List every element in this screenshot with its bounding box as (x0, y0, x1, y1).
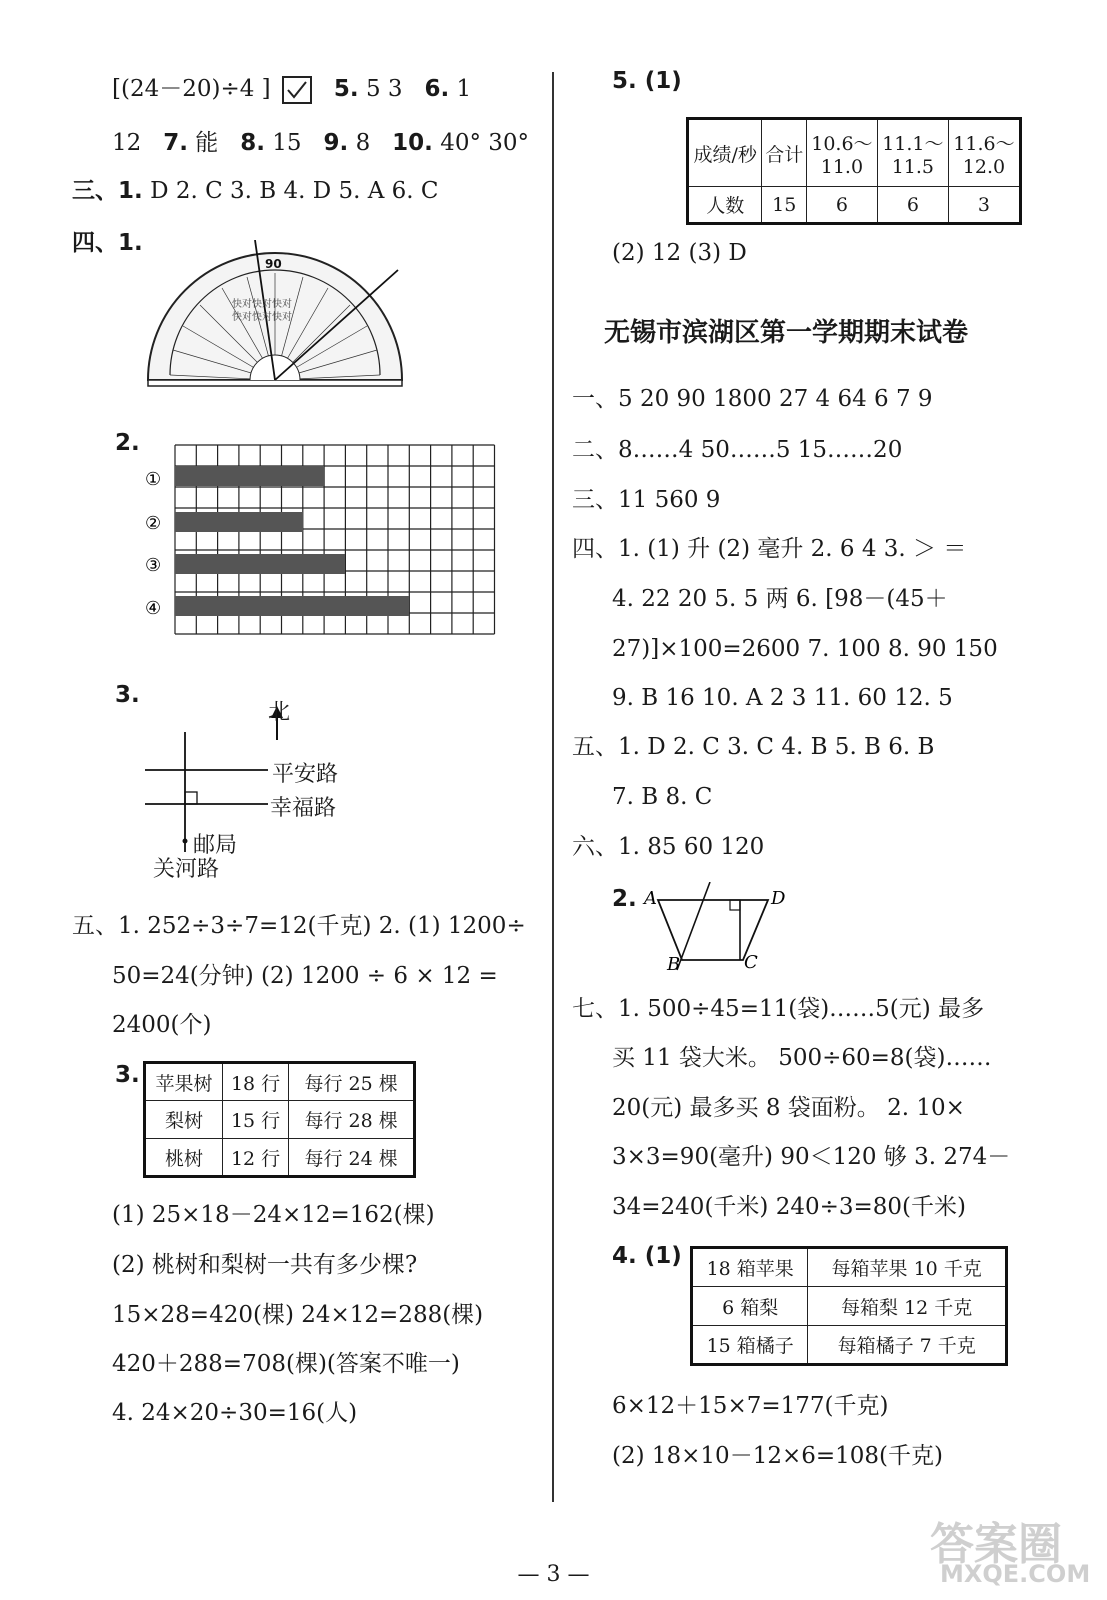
r17-label: 4. (1) (612, 1243, 682, 1269)
t3-label: 3. (115, 1062, 140, 1088)
column-divider (552, 72, 554, 1502)
table-cell: 苹果树 (145, 1063, 223, 1101)
r-line-12: 七、1. 500÷45=11(袋)……5(元) 最多 (572, 996, 985, 1022)
table-cell: 11.6～ 12.0 (948, 119, 1020, 187)
q8-ans: 15 (272, 130, 302, 156)
bar-2 (175, 512, 303, 532)
table-cell: 每箱梨 12 千克 (808, 1287, 1007, 1326)
q6-ans: 1 (456, 76, 472, 102)
q3-label: 3. (115, 682, 140, 708)
table-cell: 11.1～ 11.5 (877, 119, 948, 187)
r-line-19: (2) 18×10－12×6=108(千克) (612, 1443, 943, 1469)
table-cell: 3 (948, 187, 1020, 224)
r-line-1: 一、5 20 90 1800 27 4 64 6 7 9 (572, 386, 933, 412)
bar-label-1: ① (145, 469, 162, 490)
left-line-2 (112, 128, 529, 158)
table-cell: 18 箱苹果 (692, 1248, 808, 1287)
r-line-16: 34=240(千米) 240÷3=80(千米) (612, 1194, 966, 1220)
section-3-answers: D 2. C 3. B 4. D 5. A 6. C (150, 178, 439, 204)
orchard-table (143, 1061, 416, 1178)
section-5-line-2: 50=24(分钟) (2) 1200 ÷ 6 × 12 = (112, 963, 498, 989)
bar-label-3: ③ (145, 555, 162, 576)
r-line-18: 6×12＋15×7=177(千克) (612, 1393, 889, 1419)
r-line-6: 27)]×100=2600 7. 100 8. 90 150 (612, 636, 998, 662)
answer-4: 420＋288=708(棵)(答案不唯一) (112, 1351, 460, 1377)
table-cell: 15 行 (222, 1101, 288, 1139)
q5-ans: 5 3 (365, 76, 403, 102)
table-cell: 6 (806, 187, 877, 224)
r-line-14: 20(元) 最多买 8 袋面粉。 2. 10× (612, 1095, 965, 1121)
section-3-line (72, 176, 438, 206)
table-cell: 15 箱橘子 (692, 1326, 808, 1365)
bracket-expression: [(24－20)÷4 ] (112, 76, 271, 102)
r-line-15: 3×3=90(毫升) 90＜120 够 3. 274－ (612, 1144, 1011, 1170)
q8-num: 8. (240, 130, 265, 156)
table-cell: 每箱橘子 7 千克 (808, 1326, 1007, 1365)
section-5-line-3: 2400(个) (112, 1012, 212, 1038)
table-cell: 每箱苹果 10 千克 (808, 1248, 1007, 1287)
ans-12: 12 (112, 130, 142, 156)
r-line-2: 二、8……4 50……5 15……20 (572, 437, 903, 463)
vertex-D: D (771, 888, 786, 909)
checkmark-icon (282, 76, 312, 104)
r-line-9: 7. B 8. C (612, 784, 713, 810)
vertex-B: B (667, 954, 681, 972)
watermark-logo: 答案圈 (930, 1519, 1062, 1570)
table-cell: 人数 (688, 187, 762, 224)
table-cell: 6 (877, 187, 948, 224)
section-3-label: 三、1. (72, 178, 143, 204)
table-cell: 每行 24 棵 (289, 1139, 415, 1177)
r11-label: 2. (612, 886, 637, 912)
fruit-table (690, 1246, 1008, 1366)
map-road-xingfu: 幸福路 (270, 796, 337, 821)
left-line-1 (112, 74, 471, 104)
answer-1: (1) 25×18－24×12=162(棵) (112, 1202, 435, 1228)
r-line-10: 六、1. 85 60 120 (572, 834, 765, 860)
bar-label-4: ④ (145, 598, 162, 619)
vertex-C: C (744, 952, 758, 972)
answer-2: (2) 桃树和梨树一共有多少棵? (112, 1252, 418, 1278)
table-cell: 6 箱梨 (692, 1287, 808, 1326)
r-line-7: 9. B 16 10. A 2 3 11. 60 12. 5 (612, 685, 953, 711)
protractor-figure (140, 240, 410, 390)
svg-text:90: 90 (265, 257, 282, 271)
bar-1 (175, 466, 324, 486)
vertex-A: A (644, 888, 657, 909)
map-north-label: 北 (268, 700, 291, 725)
trapezoid-figure (640, 882, 790, 972)
q7-ans: 能 (195, 130, 219, 156)
answer-5: 4. 24×20÷30=16(人) (112, 1400, 358, 1426)
bar-label-2: ② (145, 513, 162, 534)
bar-grid-figure (140, 443, 500, 639)
section-5-line-1: 五、1. 252÷3÷7=12(千克) 2. (1) 1200÷ (72, 913, 526, 939)
watermark-url: MXQE.COM (940, 1560, 1091, 1588)
q9-ans: 8 (355, 130, 371, 156)
r5-label: 5. (1) (612, 68, 682, 94)
q2-label: 2. (115, 430, 140, 456)
q10-num: 10. (392, 130, 433, 156)
q9-num: 9. (323, 130, 349, 156)
table-cell: 10.6～ 11.0 (806, 119, 877, 187)
exam-title: 无锡市滨湖区第一学期期末试卷 (604, 318, 969, 348)
table-cell: 合计 (762, 119, 806, 187)
q10-ans: 40° 30° (440, 130, 530, 156)
r-line-13: 买 11 袋大米。 500÷60=8(袋)…… (612, 1045, 992, 1071)
section-4-label: 四、1. (72, 230, 143, 256)
page-number: — 3 — (517, 1562, 590, 1587)
r5-answers: (2) 12 (3) D (612, 240, 747, 266)
table-cell: 每行 25 棵 (289, 1063, 415, 1101)
bar-3 (175, 554, 345, 574)
r-line-3: 三、11 560 9 (572, 487, 721, 513)
table-cell: 18 行 (222, 1063, 288, 1101)
table-cell: 成绩/秒 (688, 119, 762, 187)
table-cell: 桃树 (145, 1139, 223, 1177)
bar-4 (175, 596, 409, 616)
r-line-8: 五、1. D 2. C 3. C 4. B 5. B 6. B (572, 734, 935, 760)
protractor-watermark-2: 快对快对快对 (232, 312, 292, 323)
q5-num: 5. (333, 76, 359, 102)
table-cell: 梨树 (145, 1101, 223, 1139)
q7-num: 7. (163, 130, 188, 156)
map-road-pingan: 平安路 (272, 762, 339, 787)
table-cell: 12 行 (222, 1139, 288, 1177)
r-line-4: 四、1. (1) 升 (2) 毫升 2. 6 4 3. ＞ ＝ (572, 536, 967, 562)
table-cell: 每行 28 棵 (289, 1101, 415, 1139)
answer-3: 15×28=420(棵) 24×12=288(棵) (112, 1302, 484, 1328)
score-table (686, 117, 1022, 225)
q6-num: 6. (424, 76, 450, 102)
map-road-guanhe: 关河路 (153, 857, 220, 882)
map-post-office: 邮局 (193, 833, 238, 858)
table-cell: 15 (762, 187, 806, 224)
r-line-5: 4. 22 20 5. 5 两 6. [98－(45＋ (612, 586, 948, 612)
protractor-watermark-1: 快对快对快对 (232, 299, 292, 310)
